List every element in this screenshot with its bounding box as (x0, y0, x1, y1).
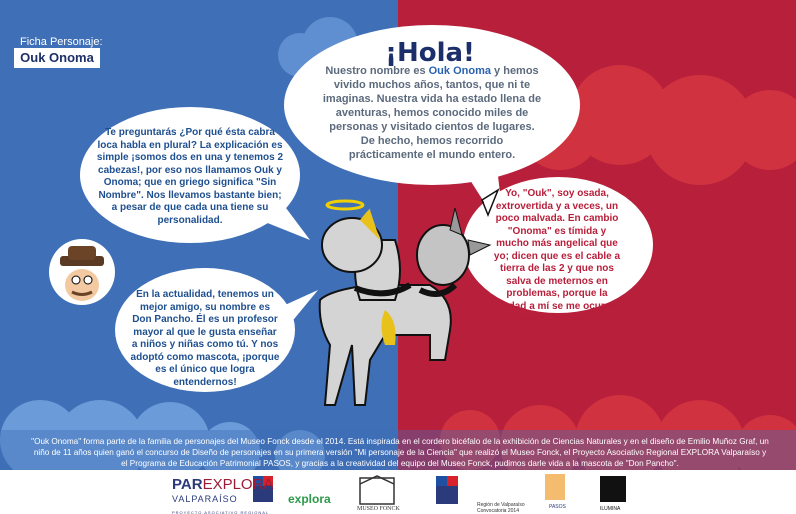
parexplora-logo (172, 478, 273, 514)
character-name: Ouk Onoma (14, 48, 100, 68)
greeting-title: ¡Hola! (385, 38, 475, 68)
parexplora-par: PAR (172, 476, 203, 493)
parexplora-sub: PROYECTO ASOCIATIVO REGIONAL (172, 510, 270, 514)
don-pancho-avatar (49, 239, 115, 305)
footer-description: "Ouk Onoma" forma parte de la familia de personajes del Museo Fonck desde el 2014. Está inspirada en el cordero bicéfalo de la exhibición de Ciencias Naturales y en el diseño de Emilio Muñoz Graf, un niño de 11 años quien ganó el concurso de Diseño de personajes en su primera versión "Mi personaje de la Ciencia" que realizó el Museo Fonck, el Proyecto Asociativo Regional EXPLORA Valparaíso y el Programa de Educación Patrimonial PASOS, y gracias a la creatividad del equipo del Museo Fonck, pudimos darle vida a la mascota de "Don Pancho". (31, 437, 769, 468)
pasos-logo (545, 474, 565, 500)
main-bubble-text (322, 64, 542, 162)
main-text-rest: hemos vivido muchos años, tantos, que ni te imaginas. Nuestra vida ha estado llena de aventuras, hemos conocido miles de personas y visitado cientos de lugares. De hecho, hemos recorrido prácticamente el mundo entero. (322, 65, 542, 161)
main-text-pre: Nuestro nombre es (325, 65, 429, 77)
left-bottom-bubble-text: En la actualidad, tenemos un mejor amigo, su nombre es Don Pancho. Él es un profesor mayor al que le gusta enseñar a niños y niñas como tú. Y nos adoptó como mascota, ¡porque es el único que logra entendernos! (130, 289, 280, 388)
halo-icon (327, 201, 363, 209)
ilumina-logo (600, 476, 626, 502)
right-bubble-text: Yo, "Ouk", soy osada, extrovertida y a veces, un poco malvada. En cambio "Onoma" es tímida y mucho más angelical que yo; dicen que es el cable a tierra de las 2 y que nos salva de meternos en problemas, porque la verdad a mí se me ocurren ¡puras travesuras! (493, 188, 621, 324)
region-label: Región de Valparaíso Convocatoria 2014 (477, 502, 525, 514)
left-top-bubble-text: Te preguntarás ¿Por qué ésta cabra loca habla en plural? La explicación es simple ¡somos dos en una y tenemos 2 cabezas!, por eso nos llamamos Ouk y Onoma; que en griego significa "Sin Nombre". Nos llevamos bastante bien; a pesar de que cada una tiene su personalidad. (96, 127, 284, 226)
main-text-name: Ouk Onoma (428, 65, 491, 77)
pasos-label: PASOS (549, 504, 566, 510)
museo-fonck-label: MUSEO FONCK (357, 506, 400, 512)
main-text-post: y (490, 65, 501, 77)
sheet-label: Ficha Personaje: (20, 36, 103, 48)
parexplora-region: VALPARAÍSO (172, 494, 238, 504)
explora-logo: explora (288, 492, 331, 506)
sponsor-logos-bar (0, 470, 796, 514)
ilumina-label: ILUMINA (600, 506, 621, 512)
parexplora-explora: EXPLORA (202, 476, 274, 493)
